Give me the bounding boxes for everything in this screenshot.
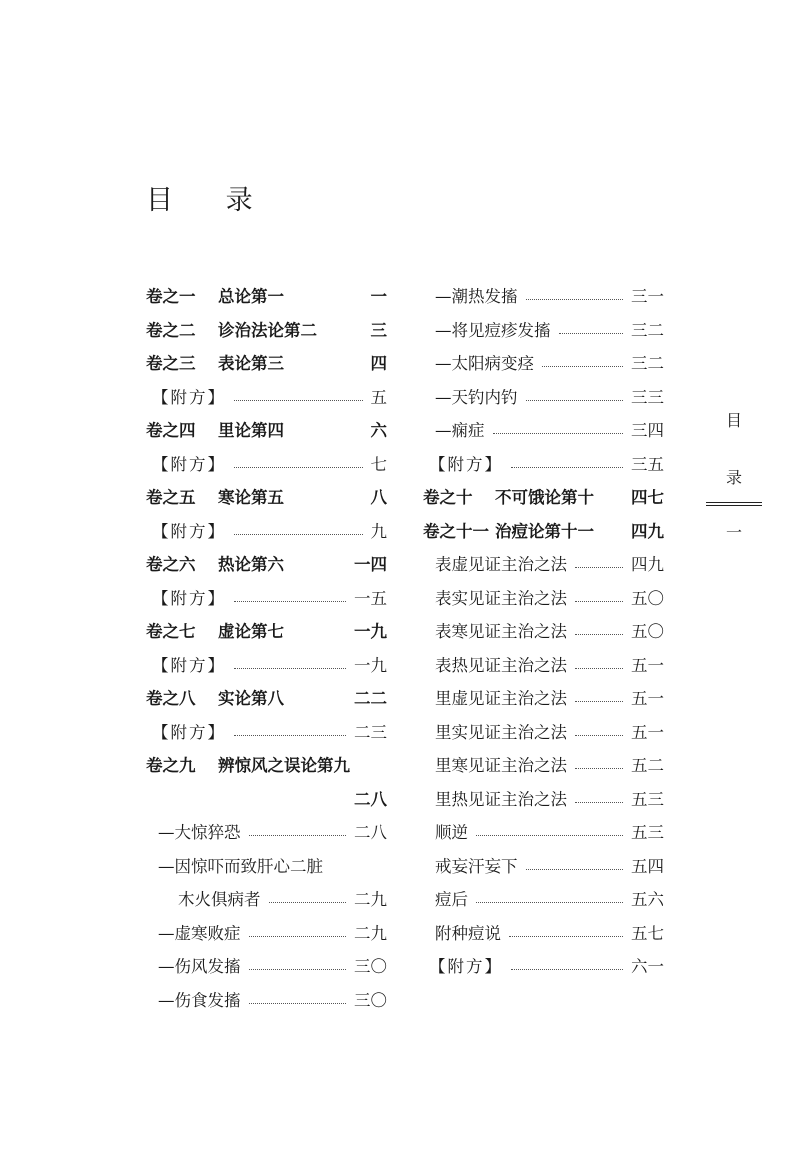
toc-page-number: 一五 — [354, 588, 387, 608]
toc-entry-label: 里虚见证主治之法 — [435, 689, 567, 708]
toc-dot-leader — [493, 433, 624, 434]
toc-entry-label: —伤食发搐 — [158, 990, 241, 1010]
toc-heading-title — [423, 481, 594, 515]
toc-page-number: 五一 — [631, 689, 664, 708]
toc-dot-leader — [526, 869, 624, 870]
toc-dot-leader — [526, 400, 624, 401]
toc-entry-label: —伤风发搐 — [158, 957, 241, 976]
toc-page-number: 五三 — [631, 823, 664, 842]
toc-dot-leader — [234, 735, 346, 736]
toc-entry-label: 附种痘说 — [435, 923, 501, 943]
toc-page-number: 三四 — [631, 421, 664, 440]
toc-heading — [423, 515, 664, 549]
toc-entry — [423, 414, 664, 448]
toc-page-number: 一四 — [354, 555, 387, 574]
toc-page-number: 四九 — [631, 555, 664, 574]
toc-entry-label: —大惊猝恐 — [158, 823, 241, 842]
toc-entry-label: 木火俱病者 — [178, 890, 261, 909]
toc-entry-label: 里寒见证主治之法 — [435, 756, 567, 775]
toc-heading-title — [146, 314, 317, 348]
toc-page-number: 二二 — [354, 689, 387, 708]
toc-volume: 卷之十 — [423, 488, 473, 507]
toc-dot-leader — [575, 802, 623, 803]
toc-appendix-entry — [146, 448, 387, 482]
side-tab-char-1: 目 — [725, 411, 742, 430]
toc-page-number: 八 — [370, 488, 387, 507]
toc-entry — [146, 984, 387, 1018]
toc-appendix-entry — [423, 448, 664, 482]
toc-entry — [146, 850, 387, 884]
toc-entry-label: —虚寒败症 — [158, 923, 241, 943]
toc-page-number: 一九 — [354, 622, 387, 641]
toc-heading — [146, 548, 387, 582]
toc-page-number: 四九 — [631, 521, 664, 541]
toc-entry — [423, 917, 664, 951]
toc-page-number: 五〇 — [631, 622, 664, 641]
toc-appendix-entry — [146, 649, 387, 683]
toc-dot-leader — [476, 835, 623, 836]
toc-dot-leader — [249, 835, 347, 836]
toc-right-column — [423, 280, 664, 984]
toc-dot-leader — [476, 902, 623, 903]
toc-entry — [423, 615, 664, 649]
toc-entry — [146, 883, 387, 917]
toc-heading — [146, 615, 387, 649]
toc-heading — [423, 481, 664, 515]
toc-page-number: 五七 — [631, 923, 664, 943]
toc-entry-label: —太阳病变痉 — [435, 354, 534, 373]
toc-dot-leader — [559, 333, 624, 334]
toc-dot-leader — [511, 467, 623, 468]
toc-heading-title — [423, 515, 594, 549]
toc-entry-label: 表虚见证主治之法 — [435, 555, 567, 574]
page-title: 目 录 — [146, 185, 275, 216]
toc-entry-label: 【附方】 — [152, 521, 226, 541]
toc-dot-leader — [249, 1003, 347, 1004]
toc-dot-leader — [511, 969, 623, 970]
toc-entry — [423, 649, 664, 683]
toc-page-number: 五三 — [631, 789, 664, 809]
toc-entry-label: 【附方】 — [152, 588, 226, 608]
toc-entry-label: —天钓内钓 — [435, 387, 518, 407]
toc-dot-leader — [234, 400, 363, 401]
toc-entry-label: 表寒见证主治之法 — [435, 622, 567, 641]
toc-page-continuation — [146, 783, 387, 817]
toc-chapter-name: 热论第六 — [218, 555, 284, 574]
toc-page-number: 三二 — [631, 354, 664, 373]
toc-entry-label: 表实见证主治之法 — [435, 588, 567, 608]
toc-entry-label: —因惊吓而致肝心二脏 — [158, 856, 323, 876]
toc-heading-title — [146, 347, 284, 381]
toc-page-number: 三三 — [631, 387, 664, 407]
toc-chapter-name: 实论第八 — [218, 689, 284, 708]
side-tab-rule — [706, 502, 762, 506]
toc-page-number: 三一 — [631, 287, 664, 306]
toc-page-number: 一 — [370, 287, 387, 306]
toc-entry-label: 【附方】 — [152, 454, 226, 474]
toc-entry-label: 【附方】 — [152, 387, 226, 407]
toc-volume: 卷之一 — [146, 287, 196, 306]
toc-dot-leader — [575, 601, 623, 602]
toc-dot-leader — [249, 969, 347, 970]
toc-dot-leader — [542, 366, 623, 367]
toc-entry-label: —潮热发搐 — [435, 287, 518, 306]
toc-entry — [146, 816, 387, 850]
toc-chapter-name: 治痘论第十一 — [495, 521, 594, 541]
toc-page-number: 一九 — [354, 655, 387, 675]
toc-heading — [146, 314, 387, 348]
toc-entry-label: —将见痘疹发搐 — [435, 320, 551, 340]
toc-dot-leader — [575, 668, 623, 669]
toc-dot-leader — [575, 735, 623, 736]
toc-entry — [423, 314, 664, 348]
toc-page-number: 三〇 — [354, 990, 387, 1010]
toc-entry — [423, 816, 664, 850]
toc-volume: 卷之三 — [146, 354, 196, 373]
toc-volume: 卷之八 — [146, 689, 196, 708]
toc-heading-title — [146, 615, 284, 649]
toc-chapter-name: 辨惊风之误论第九 — [218, 756, 350, 775]
toc-page-number: 三五 — [631, 454, 664, 474]
toc-dot-leader — [575, 634, 623, 635]
toc-page-number: 三〇 — [354, 957, 387, 976]
toc-page-number: 五 — [370, 387, 387, 407]
toc-entry-label: 里实见证主治之法 — [435, 722, 567, 742]
toc-page-number: 五六 — [631, 890, 664, 909]
toc-entry — [146, 917, 387, 951]
toc-page-number: 二九 — [354, 890, 387, 909]
toc-entry — [146, 950, 387, 984]
toc-heading-title — [146, 682, 284, 716]
toc-entry-label: —痫症 — [435, 421, 485, 440]
toc-heading — [146, 347, 387, 381]
toc-chapter-name: 寒论第五 — [218, 488, 284, 507]
toc-heading — [146, 414, 387, 448]
toc-heading-title — [146, 280, 284, 314]
toc-appendix-entry — [146, 515, 387, 549]
toc-page-number: 四 — [370, 354, 387, 373]
toc-entry — [423, 548, 664, 582]
toc-page-number: 七 — [370, 454, 387, 474]
toc-chapter-name: 不可饿论第十 — [495, 488, 594, 507]
toc-volume: 卷之五 — [146, 488, 196, 507]
toc-dot-leader — [575, 567, 623, 568]
toc-entry — [423, 682, 664, 716]
toc-entry-label: 痘后 — [435, 890, 468, 909]
toc-page-number: 二九 — [354, 923, 387, 943]
toc-chapter-name: 表论第三 — [218, 354, 284, 373]
toc-volume: 卷之十一 — [423, 521, 489, 541]
toc-heading — [146, 280, 387, 314]
toc-chapter-name: 里论第四 — [218, 421, 284, 440]
toc-page-number: 五四 — [631, 856, 664, 876]
toc-entry-label: 【附方】 — [429, 454, 503, 474]
toc-entry-label: 【附方】 — [429, 957, 503, 976]
toc-page-number: 九 — [370, 521, 387, 541]
toc-appendix-entry — [146, 381, 387, 415]
toc-page-number: 五一 — [631, 655, 664, 675]
toc-entry — [423, 347, 664, 381]
toc-page-number: 五二 — [631, 756, 664, 775]
toc-entry — [423, 749, 664, 783]
toc-dot-leader — [509, 936, 623, 937]
toc-entry-label: 里热见证主治之法 — [435, 789, 567, 809]
toc-heading — [146, 749, 387, 783]
toc-heading — [146, 682, 387, 716]
side-tab-char-2: 录 — [725, 468, 742, 487]
toc-volume: 卷之四 — [146, 421, 196, 440]
toc-dot-leader — [575, 701, 623, 702]
toc-dot-leader — [234, 534, 363, 535]
toc-dot-leader — [234, 467, 363, 468]
toc-volume: 卷之二 — [146, 320, 196, 340]
toc-entry — [423, 280, 664, 314]
toc-entry-label: 【附方】 — [152, 722, 226, 742]
toc-dot-leader — [269, 902, 347, 903]
toc-volume: 卷之七 — [146, 622, 196, 641]
toc-page-number: 六 — [370, 421, 387, 440]
toc-entry-label: 【附方】 — [152, 655, 226, 675]
toc-page-number: 六一 — [631, 957, 664, 976]
toc-entry — [423, 582, 664, 616]
toc-volume: 卷之九 — [146, 756, 196, 775]
toc-dot-leader — [234, 601, 346, 602]
toc-heading-title — [146, 481, 284, 515]
toc-heading-title — [146, 414, 284, 448]
toc-page-number: 二三 — [354, 722, 387, 742]
toc-entry — [423, 883, 664, 917]
toc-entry — [423, 716, 664, 750]
side-tab — [706, 408, 762, 543]
toc-entry — [423, 850, 664, 884]
toc-heading — [146, 481, 387, 515]
toc-entry-label: 戒妄汗妄下 — [435, 856, 518, 876]
toc-dot-leader — [575, 768, 623, 769]
toc-volume: 卷之六 — [146, 555, 196, 574]
toc-chapter-name: 诊治法论第二 — [218, 320, 317, 340]
toc-entry-label: 顺逆 — [435, 823, 468, 842]
toc-left-column — [146, 280, 387, 1017]
toc-entry — [423, 783, 664, 817]
toc-page-number: 三 — [370, 320, 387, 340]
toc-appendix-entry — [146, 582, 387, 616]
toc-appendix-entry — [146, 716, 387, 750]
toc-page-number: 二八 — [354, 823, 387, 842]
toc-page-number: 五一 — [631, 722, 664, 742]
toc-page-number: 二八 — [354, 789, 387, 809]
toc-chapter-name: 虚论第七 — [218, 622, 284, 641]
toc-heading-title — [146, 548, 284, 582]
toc-dot-leader — [234, 668, 346, 669]
toc-appendix-entry — [423, 950, 664, 984]
toc-entry-label: 表热见证主治之法 — [435, 655, 567, 675]
toc-page-number: 四七 — [631, 488, 664, 507]
toc-dot-leader — [526, 299, 624, 300]
toc-page-number: 五〇 — [631, 588, 664, 608]
page-number: 一 — [725, 523, 742, 542]
toc-chapter-name: 总论第一 — [218, 287, 284, 306]
toc-entry — [423, 381, 664, 415]
toc-page-number: 三二 — [631, 320, 664, 340]
toc-heading-title — [146, 749, 350, 783]
toc-dot-leader — [249, 936, 347, 937]
